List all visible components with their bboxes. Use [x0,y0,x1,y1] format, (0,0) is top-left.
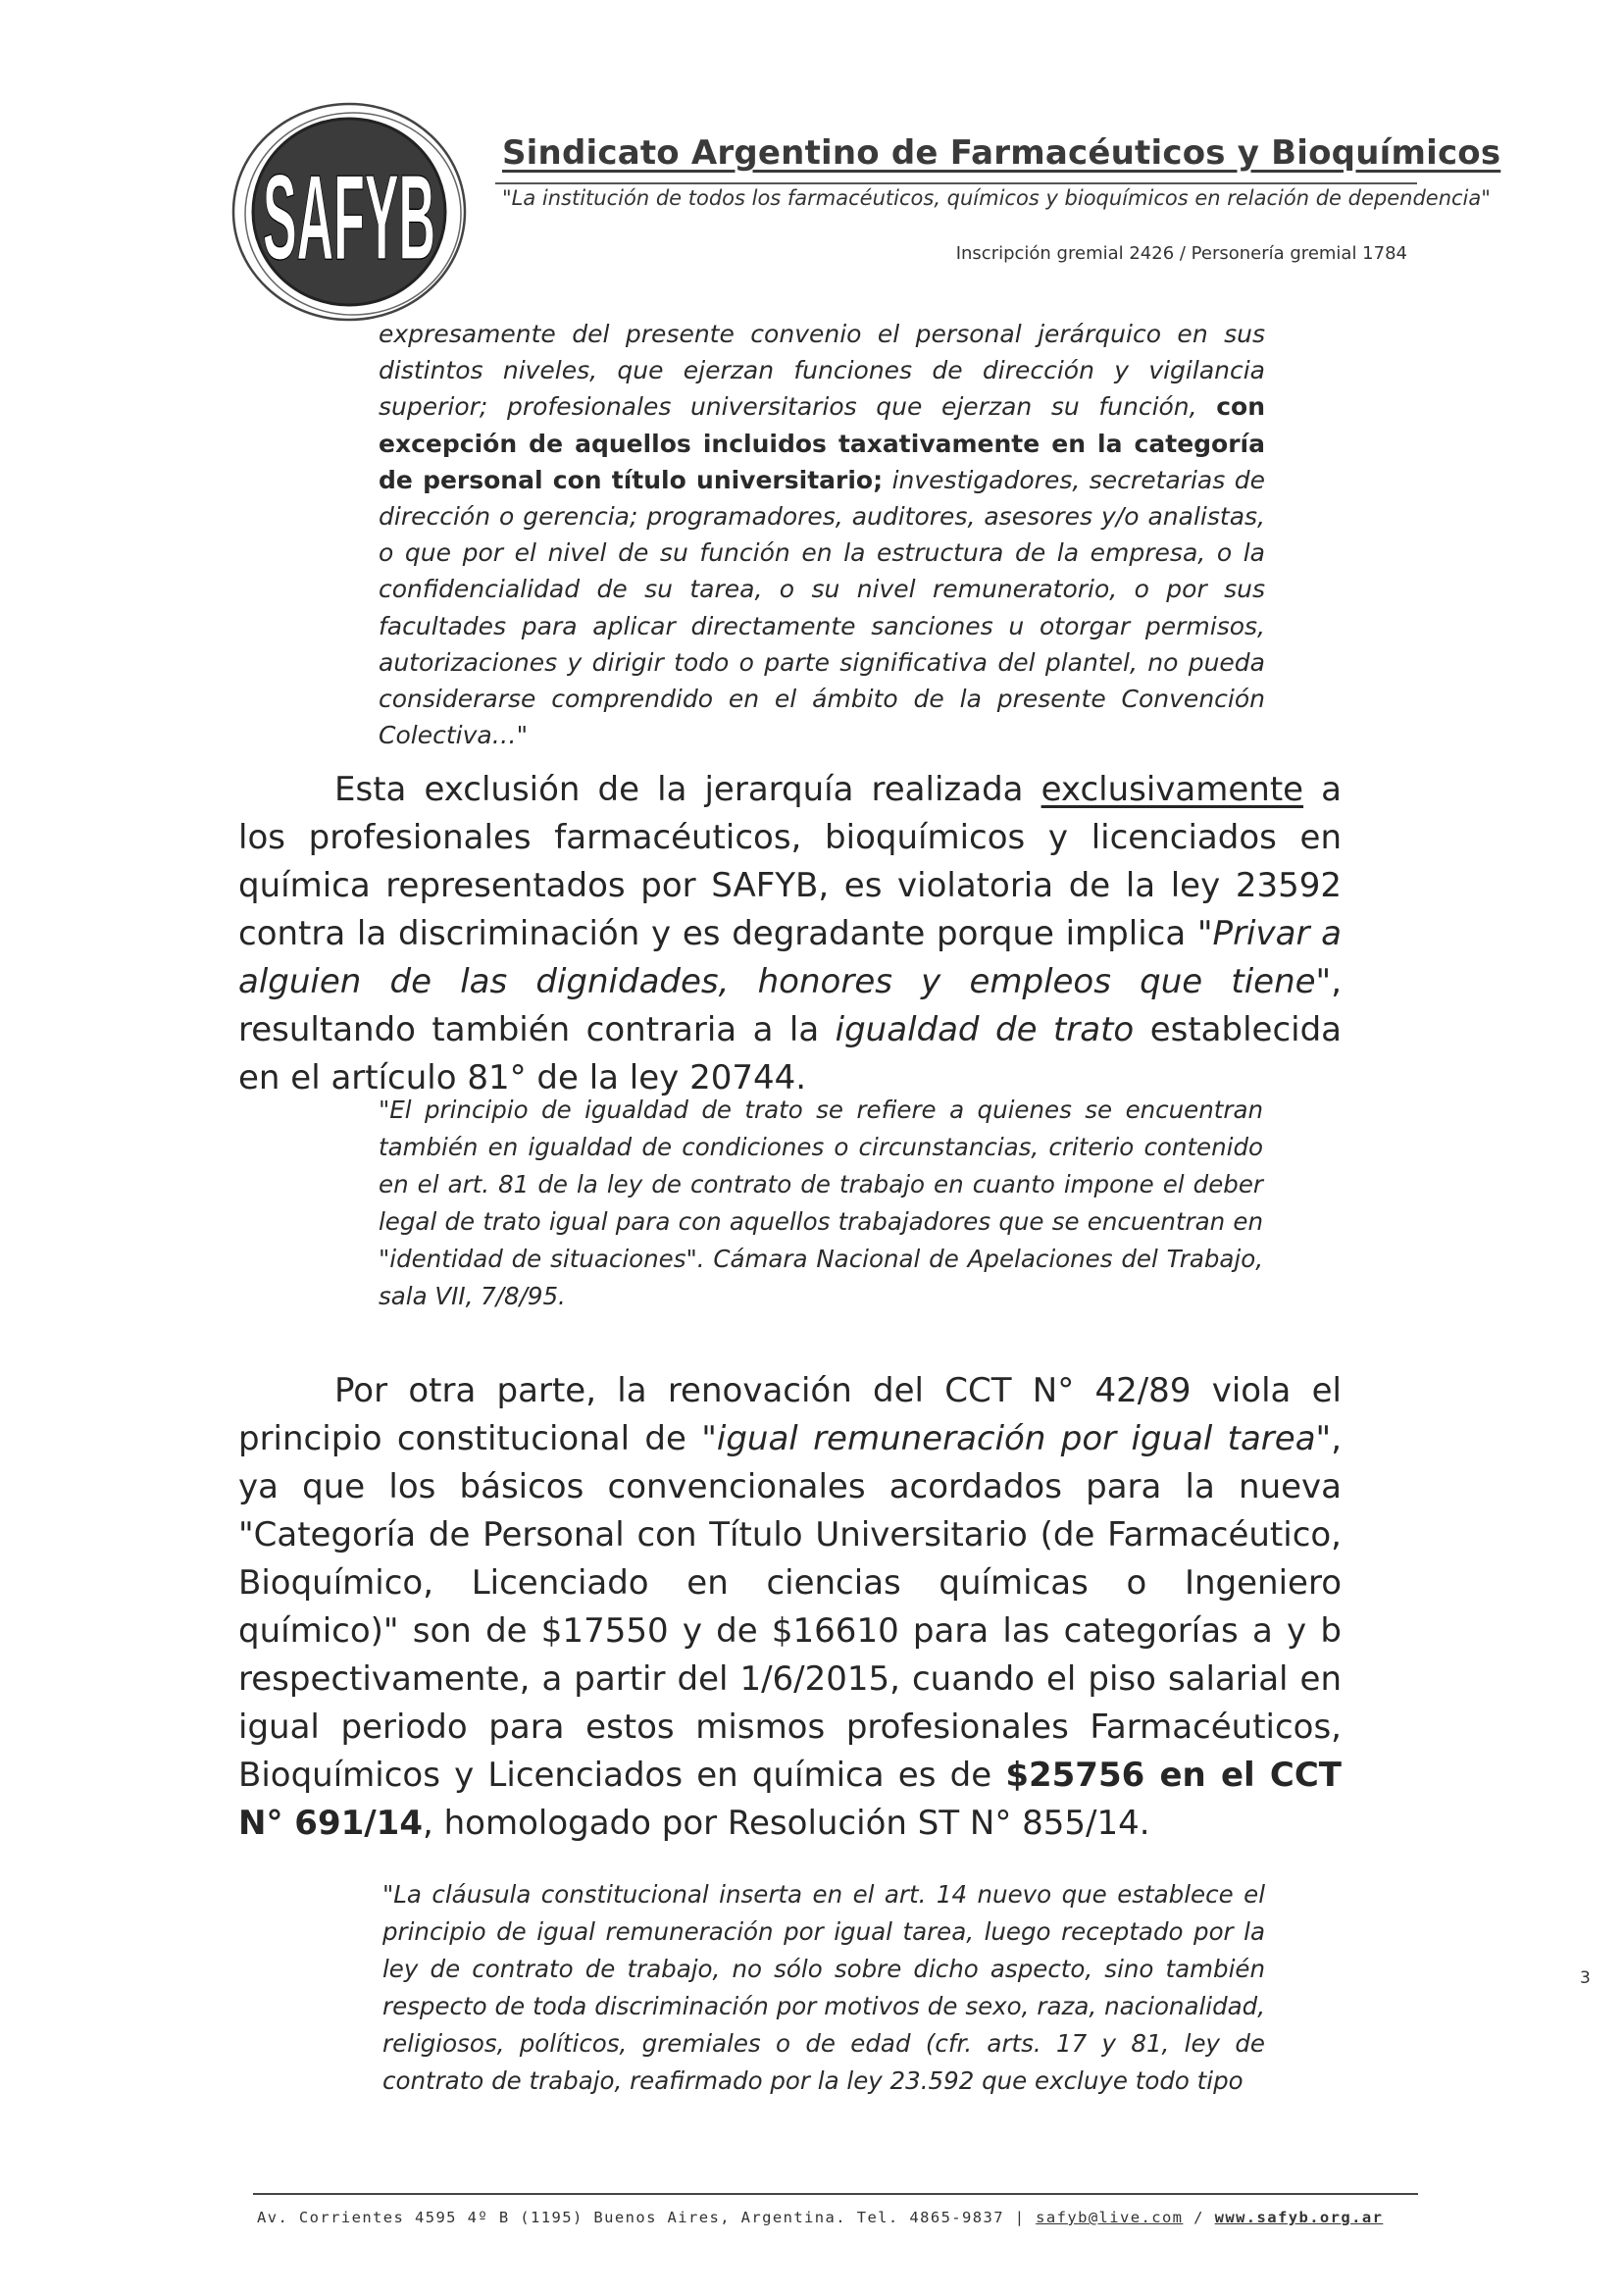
footer-separator: / [1183,2209,1215,2226]
safyb-logo [228,98,471,326]
footer-divider [253,2193,1418,2195]
inscription-info: Inscripción gremial 2426 / Personería gremial 1784 [955,243,1407,264]
paragraph-text: , ya que los básicos convencionales acordados para la nueva "Categoría de Personal con Título Universitario (de Farmacéutico, Bioquímico, Licenciado en ciencias químicas o Ingeniero químico)" son de $17550 y de $16610 para las categorías a y b respectivamente, a partir del 1/6/2015, cuando el piso salarial en igual periodo para estos mismos profesionales Farmacéuticos, Bioquímicos y Licenciados en química es de [238,1419,1342,1795]
italic-term: igualdad de trato [835,1010,1135,1049]
quote-text: investigadores, secretarias de dirección o gerencia; programadores, auditores, asesores y/o analistas, o que por el nivel de su función en la estructura de la empresa, o la confidencialidad de su tarea, o su nivel remuneratorio, o por sus facultades para aplicar directamente sanciones u otorgar permisos, autorizaciones y dirigir todo o parte significativa del plantel, no pueda considerarse comprendido en el ámbito de la presente Convención Colectiva…" [379,465,1265,750]
paragraph-text: a los profesionales farmacéuticos, bioquímicos y licenciados en química representados por SAFYB, es violatoria de la ley 23592 contra la discriminación y es degradante porque implica [238,770,1342,953]
body-paragraph [238,766,1342,1102]
quote-text: expresamente del presente convenio el personal jerárquico en sus distintos niveles, que ejerzan funciones de dirección y vigilancia superior; profesionales universitarios que ejerzan su función, [379,320,1265,422]
quote-bold-text: con excepción de aquellos incluidos taxativamente en la categoría de personal con título universitario; [379,392,1265,494]
paragraph-text: , resultando también contraria a la [238,962,1342,1049]
footer-contact [257,2209,1418,2226]
svg-text:SAFYB: SAFYB [263,149,435,285]
organization-name: Sindicato Argentino de Farmacéuticos y Bioquímicos [502,133,1501,173]
email-link[interactable]: safyb@live.com [1036,2209,1184,2226]
paragraph-text: Por otra parte, la renovación del CCT N° 42/89 viola el principio constitucional de [238,1371,1342,1458]
website-link[interactable]: www.safyb.org.ar [1214,2209,1384,2226]
paragraph-text: establecida en el artículo 81° de la ley 20744. [238,1010,1343,1097]
organization-motto: "La institución de todos los farmacéuticos, químicos y bioquímicos en relación de dependencia" [502,186,1491,210]
italic-quote: "igual remuneración por igual tarea" [701,1419,1332,1458]
italic-quote: "Privar a alguien de las dignidades, honores y empleos que tiene" [238,914,1342,1001]
jurisprudence-quote: "El principio de igualdad de trato se refiere a quienes se encuentran también en igualdad de condiciones o circunstancias, criterio contenido en el art. 81 de la ley de contrato de trabajo en cuanto impone el deber legal de trato igual para con aquellos trabajadores que se encuentran en "identidad de situaciones". Cámara Nacional de Apelaciones del Trabajo, sala VII, 7/8/95. [379,1096,1263,1310]
quoted-clause [379,316,1265,753]
jurisprudence-quote: "La cláusula constitucional inserta en el art. 14 nuevo que establece el principio de igual remuneración por igual tarea, luego receptado por la ley de contrato de trabajo, no sólo sobre dicho aspecto, sino también respecto de toda discriminación por motivos de sexo, raza, nacionalidad, religiosos, políticos, gremiales o de edad (cfr. arts. 17 y 81, ley de contrato de trabajo, reafirmado por la ley 23.592 que excluye todo tipo [382,1880,1265,2095]
body-paragraph [238,1367,1342,1848]
footer-address: Av. Corrientes 4595 4º B (1195) Buenos Aires, Argentina. Tel. 4865-9837 | [257,2209,1037,2226]
underlined-text: exclusivamente [1040,770,1304,809]
paragraph-text: Esta exclusión de la jerarquía realizada [334,770,1041,809]
bold-text: $25756 en el CCT N° 691/14 [238,1756,1343,1843]
page-number: 3 [1580,1968,1591,1988]
header-divider [495,182,1417,184]
paragraph-text: , homologado por Resolución ST N° 855/14. [423,1804,1150,1843]
